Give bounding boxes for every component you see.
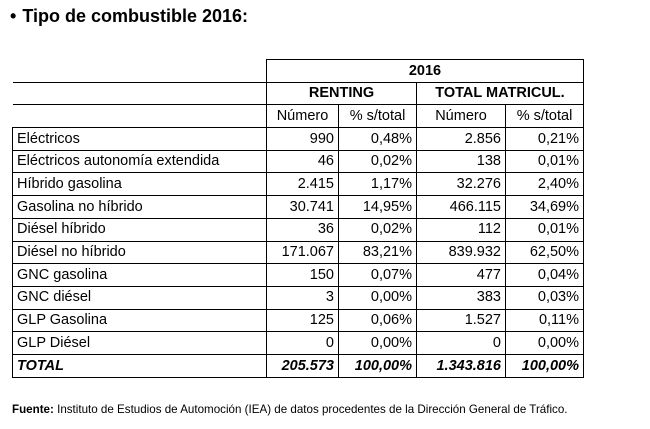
renting-percent-cell: 100,00% xyxy=(339,354,417,377)
renting-percent-cell: 0,06% xyxy=(339,309,417,332)
table-row xyxy=(13,309,584,332)
total-number-cell: 1.527 xyxy=(417,309,506,332)
row-label-cell: TOTAL xyxy=(13,354,267,377)
total-number-cell: 138 xyxy=(417,150,506,173)
total-percent-cell: 0,01% xyxy=(506,218,584,241)
total-number-cell: 2.856 xyxy=(417,128,506,151)
renting-percent-cell: 0,48% xyxy=(339,128,417,151)
table-row xyxy=(13,150,584,173)
total-number-cell: 839.932 xyxy=(417,241,506,264)
total-percent-cell: 0,01% xyxy=(506,150,584,173)
total-percent-cell: 0,00% xyxy=(506,332,584,355)
table-row xyxy=(13,241,584,264)
total-percent-cell: 0,21% xyxy=(506,128,584,151)
renting-percent-cell: 0,00% xyxy=(339,286,417,309)
source-text: Instituto de Estudios de Automoción (IEA) de datos procedentes de la Dirección General de Tráfico. xyxy=(53,403,568,416)
renting-number-cell: 2.415 xyxy=(267,173,339,196)
row-label-cell: GLP Gasolina xyxy=(13,309,267,332)
renting-number-cell: 125 xyxy=(267,309,339,332)
renting-percent-cell: 1,17% xyxy=(339,173,417,196)
row-label-cell: Diésel híbrido xyxy=(13,218,267,241)
renting-number-cell: 30.741 xyxy=(267,196,339,219)
total-row xyxy=(13,354,584,377)
total-number-cell: 383 xyxy=(417,286,506,309)
table-row xyxy=(13,218,584,241)
renting-number-cell: 36 xyxy=(267,218,339,241)
renting-number-cell: 3 xyxy=(267,286,339,309)
total-number-cell: 0 xyxy=(417,332,506,355)
group-header-renting: RENTING xyxy=(267,82,417,105)
fuel-type-table xyxy=(12,59,584,378)
total-percent-cell: 62,50% xyxy=(506,241,584,264)
group-header-total-matricul: TOTAL MATRICUL. xyxy=(417,82,584,105)
total-number-cell: 32.276 xyxy=(417,173,506,196)
total-number-cell: 1.343.816 xyxy=(417,354,506,377)
renting-number-cell: 990 xyxy=(267,128,339,151)
header-row-groups xyxy=(13,82,584,105)
corner-cell xyxy=(13,82,267,105)
row-label-cell: GLP Diésel xyxy=(13,332,267,355)
corner-cell xyxy=(13,60,267,83)
corner-cell xyxy=(13,105,267,128)
table-row xyxy=(13,286,584,309)
total-number-cell: 112 xyxy=(417,218,506,241)
subheader-pct-total: % s/total xyxy=(506,105,584,128)
total-percent-cell: 0,03% xyxy=(506,286,584,309)
renting-number-cell: 0 xyxy=(267,332,339,355)
total-percent-cell: 0,11% xyxy=(506,309,584,332)
header-row-subheaders xyxy=(13,105,584,128)
renting-number-cell: 150 xyxy=(267,264,339,287)
renting-number-cell: 171.067 xyxy=(267,241,339,264)
row-label-cell: Eléctricos autonomía extendida xyxy=(13,150,267,173)
bullet: • xyxy=(10,6,17,26)
row-label-cell: GNC gasolina xyxy=(13,264,267,287)
year-header: 2016 xyxy=(267,60,584,83)
total-percent-cell: 34,69% xyxy=(506,196,584,219)
renting-percent-cell: 0,00% xyxy=(339,332,417,355)
table-row xyxy=(13,332,584,355)
subheader-numero: Número xyxy=(267,105,339,128)
row-label-cell: Híbrido gasolina xyxy=(13,173,267,196)
table-row xyxy=(13,128,584,151)
total-percent-cell: 100,00% xyxy=(506,354,584,377)
subheader-pct-total: % s/total xyxy=(339,105,417,128)
row-label-cell: GNC diésel xyxy=(13,286,267,309)
table-row xyxy=(13,173,584,196)
row-label-cell: Gasolina no híbrido xyxy=(13,196,267,219)
subheader-numero: Número xyxy=(417,105,506,128)
section-title: Tipo de combustible 2016: xyxy=(22,6,249,26)
renting-number-cell: 205.573 xyxy=(267,354,339,377)
section-heading xyxy=(10,6,248,27)
renting-percent-cell: 0,07% xyxy=(339,264,417,287)
renting-percent-cell: 0,02% xyxy=(339,218,417,241)
renting-number-cell: 46 xyxy=(267,150,339,173)
total-number-cell: 477 xyxy=(417,264,506,287)
row-label-cell: Eléctricos xyxy=(13,128,267,151)
source-label: Fuente: xyxy=(12,403,54,416)
renting-percent-cell: 14,95% xyxy=(339,196,417,219)
total-number-cell: 466.115 xyxy=(417,196,506,219)
total-percent-cell: 2,40% xyxy=(506,173,584,196)
renting-percent-cell: 0,02% xyxy=(339,150,417,173)
row-label-cell: Diésel no híbrido xyxy=(13,241,267,264)
header-row-year xyxy=(13,60,584,83)
table-row xyxy=(13,264,584,287)
total-percent-cell: 0,04% xyxy=(506,264,584,287)
table-row xyxy=(13,196,584,219)
renting-percent-cell: 83,21% xyxy=(339,241,417,264)
source-note xyxy=(12,403,568,416)
